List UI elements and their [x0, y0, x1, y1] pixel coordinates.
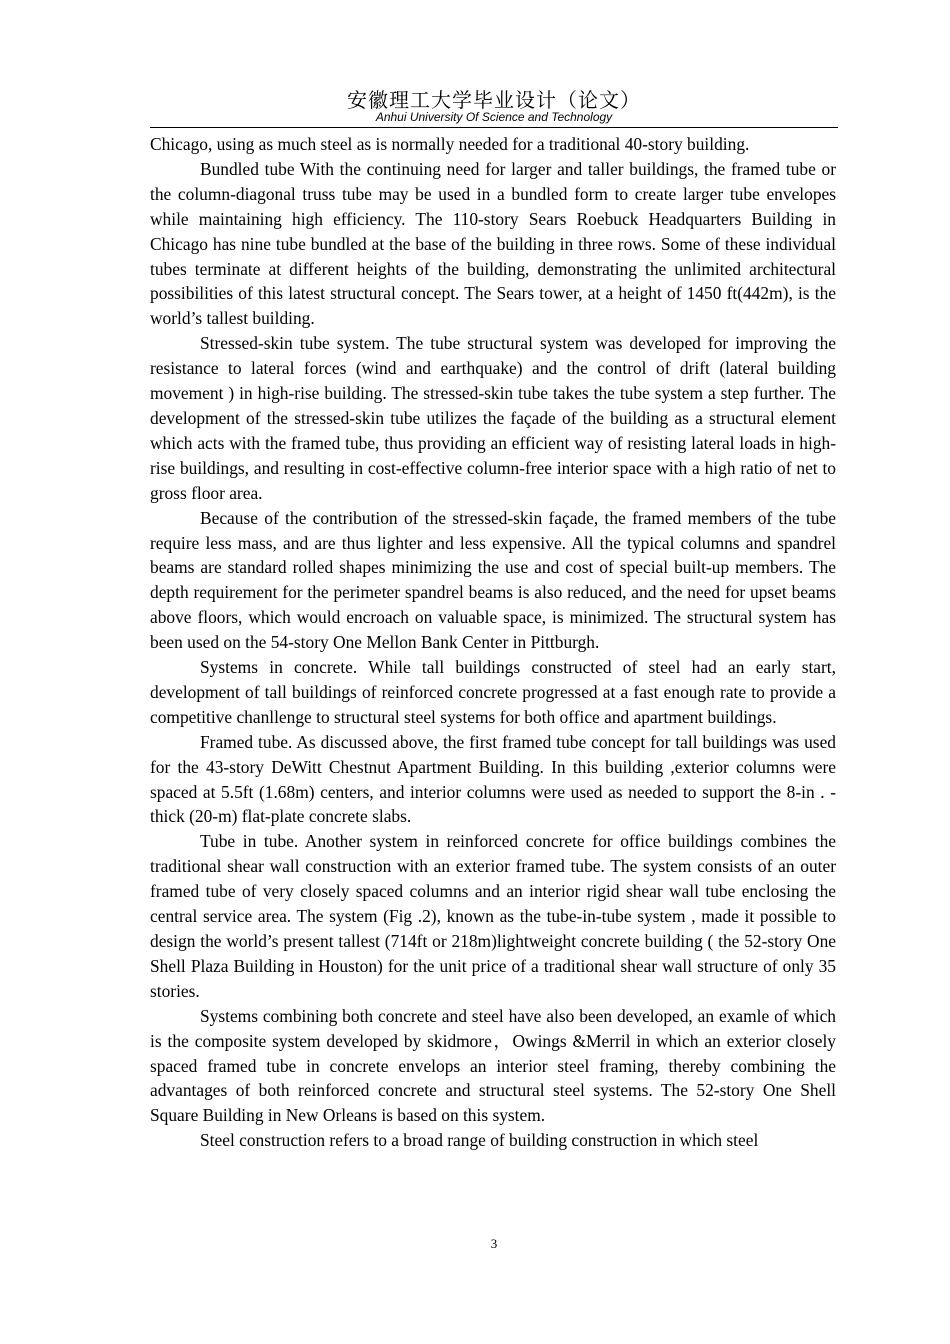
- paragraph-systems-in-concrete: Systems in concrete. While tall buildings constructed of steel had an early start, development of tall buildings of reinforced concrete progressed at a fast enough rate to provide a competitive chanllenge to structural steel systems for both office and apartment buildings.: [150, 657, 836, 727]
- header-subtitle: Anhui University Of Science and Technology: [375, 110, 613, 124]
- paragraph-steel-construction: Steel construction refers to a broad range of building construction in which steel: [200, 1130, 759, 1151]
- paragraph-composite-systems: Systems combining both concrete and steel have also been developed, an examle of which is the composite system developed by skidmore，Owings &Merril in which an exterior closely spaced framed tube in concrete envelops an interior steel framing, thereby combining the advantages of both reinforced concrete and structural steel systems. The 52-story One Shell Square Building in New Orleans is based on this system.: [150, 1005, 836, 1126]
- paragraph-continuation: Chicago, using as much steel as is normally needed for a traditional 40-story building.: [150, 134, 750, 154]
- header-title: 安徽理工大学毕业设计（论文）: [347, 88, 641, 112]
- body-text: [150, 132, 836, 1153]
- page-number: 3: [490, 1236, 498, 1251]
- header-divider: [150, 127, 838, 128]
- paragraph-tube-in-tube: Tube in tube. Another system in reinforced concrete for office buildings combines the traditional shear wall construction with an exterior framed tube. The system consists of an outer framed tube of very closely spaced columns and an interior rigid shear wall tube enclosing the central service area. The system (Fig .2), known as the tube-in-tube system , made it possible to design the world’s present tallest (714ft or 218m)lightweight concrete building ( the 52-story One Shell Plaza Building in Houston) for the unit price of a traditional shear wall structure of only 35 stories.: [150, 831, 836, 1001]
- paragraph-framed-tube: Framed tube. As discussed above, the first framed tube concept for tall buildings was used for the 43-story DeWitt Chestnut Apartment Building. In this building ,exterior columns were spaced at 5.5ft (1.68m) centers, and interior columns were used as needed to support the 8-in . -thick (20-m) flat-plate concrete slabs.: [150, 731, 836, 827]
- paragraph-bundled-tube: Bundled tube With the continuing need for larger and taller buildings, the framed tube or the column-diagonal truss tube may be used in a bundled form to create larger tube envelopes while maintaining high efficiency. The 110-story Sears Roebuck Headquarters Building in Chicago has nine tube bundled at the base of the building in three rows. Some of these individual tubes terminate at different heights of the building, demonstrating the unlimited architectural possibilities of this latest structural concept. The Sears tower, at a height of 1450 ft(442m), is the world’s tallest building.: [150, 158, 836, 329]
- page-header: [150, 88, 838, 124]
- paragraph-stressed-skin-facade: Because of the contribution of the stressed-skin façade, the framed members of the tube require less mass, and are thus lighter and less expensive. All the typical columns and spandrel beams are standard rolled shapes minimizing the use and cost of special built-up members. The depth requirement for the perimeter spandrel beams is also reduced, and the need for upset beams above floors, which would encroach on valuable space, is minimized. The structural system has been used on the 54-story One Mellon Bank Center in Pittburgh.: [150, 507, 836, 653]
- paragraph-stressed-skin-tube: Stressed-skin tube system. The tube structural system was developed for improving the resistance to lateral forces (wind and earthquake) and the control of drift (lateral building movement ) in high-rise building. The stressed-skin tube takes the tube system a step further. The development of the stressed-skin tube utilizes the façade of the building as a structural element which acts with the framed tube, thus providing an efficient way of resisting lateral loads in high-rise buildings, and resulting in cost-effective column-free interior space with a high ratio of net to gross floor area.: [150, 333, 836, 503]
